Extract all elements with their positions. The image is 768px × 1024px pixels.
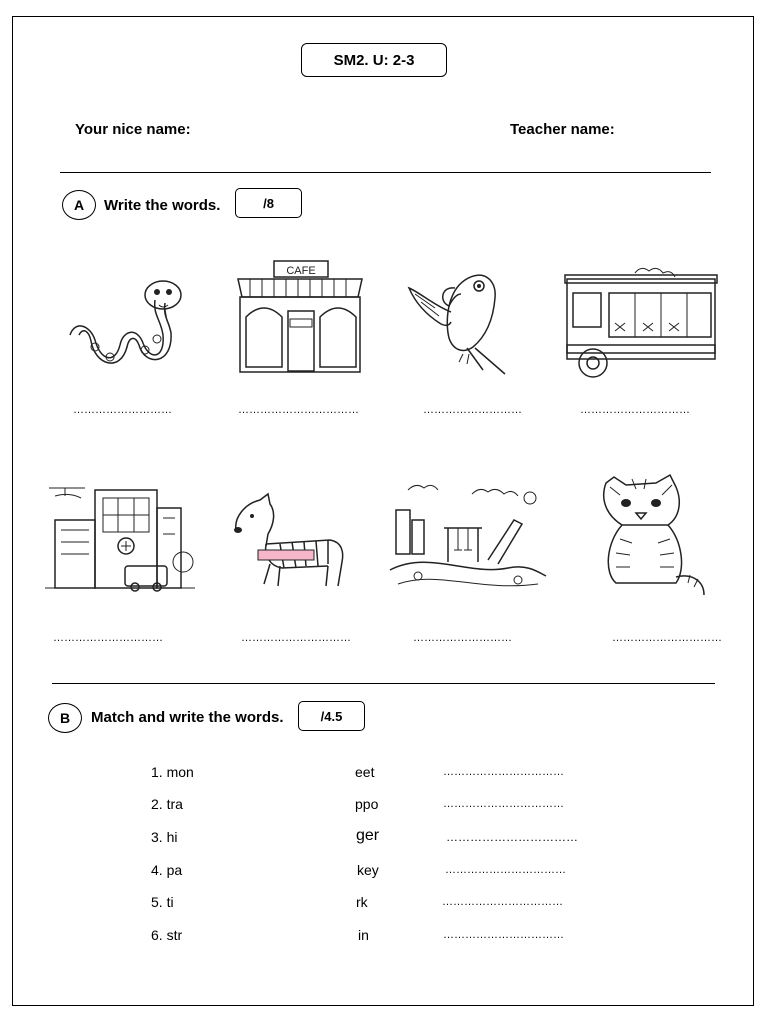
match-blank-6[interactable]: …………………………… [443,929,564,941]
match-blank-2[interactable]: …………………………… [443,798,564,810]
svg-text:CAFE: CAFE [286,265,316,277]
hospital-icon [45,478,195,593]
match-left-4: 4. pa [151,862,183,878]
match-left-5: 5. ti [151,894,174,910]
blank-1[interactable]: ……………………… [73,404,172,416]
teacher-name-label: Teacher name: [510,121,615,138]
match-right-5: rk [356,894,368,910]
match-left-1: 1. mon [151,764,194,780]
name-label: Your nice name: [75,121,191,138]
blank-5[interactable]: ………………………… [53,632,163,644]
blank-6[interactable]: ………………………… [241,632,351,644]
section-divider [52,683,715,684]
cafe-icon [236,255,364,375]
match-left-6: 6. str [151,927,183,943]
blank-4[interactable]: ………………………… [580,404,690,416]
match-right-3: ger [356,827,380,844]
section-b-badge: B [48,703,82,733]
section-a-score: /8 [235,188,302,218]
header-divider [60,172,711,173]
park-icon [388,480,548,598]
match-blank-5[interactable]: …………………………… [442,896,563,908]
blank-3[interactable]: ……………………… [423,404,522,416]
zebra-icon [230,490,348,588]
section-a-badge: A [62,190,96,220]
section-b-score: /4.5 [298,701,365,731]
match-blank-1[interactable]: …………………………… [443,766,564,778]
parrot-icon [405,262,515,377]
blank-8[interactable]: ………………………… [612,632,722,644]
match-blank-3[interactable]: …………………………… [446,830,578,844]
match-left-2: 2. tra [151,796,183,812]
section-b-title: Match and write the words. [91,709,284,726]
match-left-3: 3. hi [151,829,178,845]
bus-icon [565,265,717,383]
blank-2[interactable]: …………………………… [238,404,359,416]
match-right-2: ppo [355,796,379,812]
tiger-icon [596,473,714,601]
match-right-1: eet [355,764,375,780]
snake-icon [65,265,185,377]
section-a-title: Write the words. [104,197,221,214]
match-blank-4[interactable]: …………………………… [445,864,566,876]
match-right-4: key [357,862,379,878]
blank-7[interactable]: ……………………… [413,632,512,644]
match-right-6: in [358,927,369,943]
worksheet-title: SM2. U: 2-3 [301,43,447,77]
